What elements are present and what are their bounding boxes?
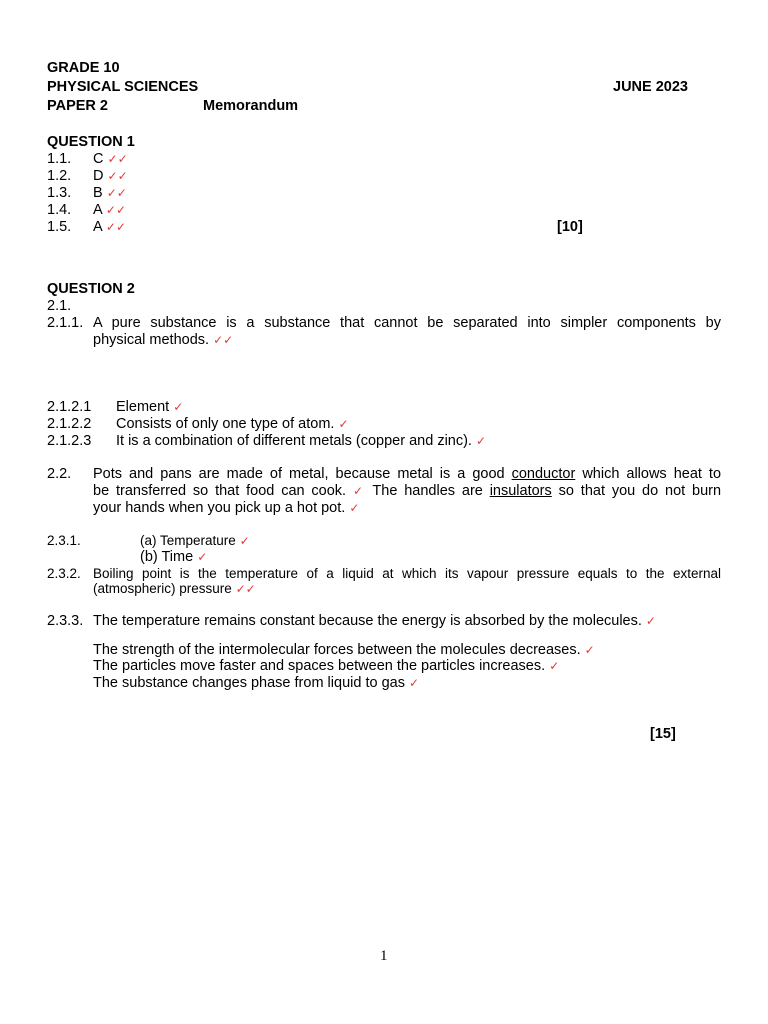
q1-item-number: 1.4. — [47, 202, 72, 218]
q2-1-2-1-number: 2.1.2.1 — [47, 399, 92, 415]
q1-item-answer: A ✓✓ — [93, 202, 127, 218]
q2-3-2-number: 2.3.2. — [47, 566, 81, 581]
q2-total-marks: [15] — [650, 726, 676, 742]
question-1-title: QUESTION 1 — [47, 134, 135, 150]
tick-mark: ✓✓ — [107, 169, 128, 183]
tick-mark: ✓✓ — [107, 152, 128, 166]
q1-item-number: 1.1. — [47, 151, 72, 167]
page-number: 1 — [380, 948, 388, 964]
q2-3-1-a: (a) Temperature ✓ — [140, 533, 250, 548]
q2-3-3-line1: The temperature remains constant because the energy is absorbed by the molecules. ✓ — [93, 613, 656, 629]
q2-2-line2: be transferred so that food can cook. ✓ The handles are insulators so that you do not burn — [93, 483, 722, 499]
tick-mark: ✓ — [645, 614, 656, 628]
tick-mark: ✓ — [352, 484, 366, 498]
q2-1-1-text-line2: physical methods. ✓✓ — [93, 332, 234, 348]
q2-1-2-3-text: It is a combination of different metals (copper and zinc). ✓ — [116, 433, 487, 449]
q2-1-1-number: 2.1.1. — [47, 315, 84, 331]
tick-mark: ✓ — [197, 550, 208, 564]
q2-1-number: 2.1. — [47, 298, 72, 314]
tick-mark: ✓ — [549, 659, 560, 673]
tick-mark: ✓ — [584, 643, 595, 657]
tick-mark: ✓✓ — [213, 333, 234, 347]
exam-date: JUNE 2023 — [613, 79, 688, 95]
tick-mark: ✓ — [239, 534, 250, 548]
tick-mark: ✓ — [173, 400, 184, 414]
q1-item-answer: B ✓✓ — [93, 185, 127, 201]
tick-mark: ✓ — [408, 676, 420, 690]
q1-total-marks: [10] — [557, 219, 583, 235]
q1-item-answer: C ✓✓ — [93, 151, 128, 167]
q2-3-2-line2: (atmospheric) pressure ✓✓ — [93, 581, 256, 596]
tick-mark: ✓ — [476, 434, 487, 448]
q2-1-1-text-line1: A pure substance is a substance that cannot be separated into simpler components by — [93, 315, 721, 331]
q2-3-3-line4: The substance changes phase from liquid to gas ✓ — [93, 675, 420, 691]
tick-mark: ✓ — [338, 417, 349, 431]
tick-mark: ✓✓ — [105, 220, 127, 234]
q2-2-line3: your hands when you pick up a hot pot. ✓ — [93, 500, 360, 516]
document-type: Memorandum — [203, 98, 299, 114]
q2-2-line1: Pots and pans are made of metal, because metal is a good conductor which allows heat to — [93, 466, 722, 482]
q2-2-number: 2.2. — [47, 466, 72, 482]
paper-heading: PAPER 2 — [47, 98, 108, 114]
q2-1-2-1-text: Element ✓ — [116, 399, 184, 415]
q2-3-3-line2: The strength of the intermolecular forces between the molecules decreases. ✓ — [93, 642, 595, 658]
q2-3-1-number: 2.3.1. — [47, 533, 81, 548]
q2-1-2-2-number: 2.1.2.2 — [47, 416, 92, 432]
subject-heading: PHYSICAL SCIENCES — [47, 79, 199, 95]
question-2-title: QUESTION 2 — [47, 281, 135, 297]
q2-3-2-line1: Boiling point is the temperature of a liquid at which its vapour pressure equals to the external — [93, 566, 721, 581]
q2-3-1-b: (b) Time ✓ — [140, 549, 208, 565]
tick-mark: ✓✓ — [105, 203, 127, 217]
q1-item-number: 1.2. — [47, 168, 72, 184]
q2-1-2-3-number: 2.1.2.3 — [47, 433, 92, 449]
insulators-term: insulators — [489, 483, 552, 499]
tick-mark: ✓ — [349, 501, 360, 515]
q2-3-3-line3: The particles move faster and spaces between the particles increases. ✓ — [93, 658, 560, 674]
q2-3-3-number: 2.3.3. — [47, 613, 84, 629]
q1-item-number: 1.5. — [47, 219, 72, 235]
q1-item-number: 1.3. — [47, 185, 72, 201]
q1-item-answer: D ✓✓ — [93, 168, 128, 184]
conductor-term: conductor — [511, 466, 576, 482]
tick-mark: ✓✓ — [106, 186, 127, 200]
q2-1-2-2-text: Consists of only one type of atom. ✓ — [116, 416, 349, 432]
grade-heading: GRADE 10 — [47, 60, 120, 76]
tick-mark: ✓✓ — [235, 582, 256, 596]
q1-item-answer: A ✓✓ — [93, 219, 127, 235]
